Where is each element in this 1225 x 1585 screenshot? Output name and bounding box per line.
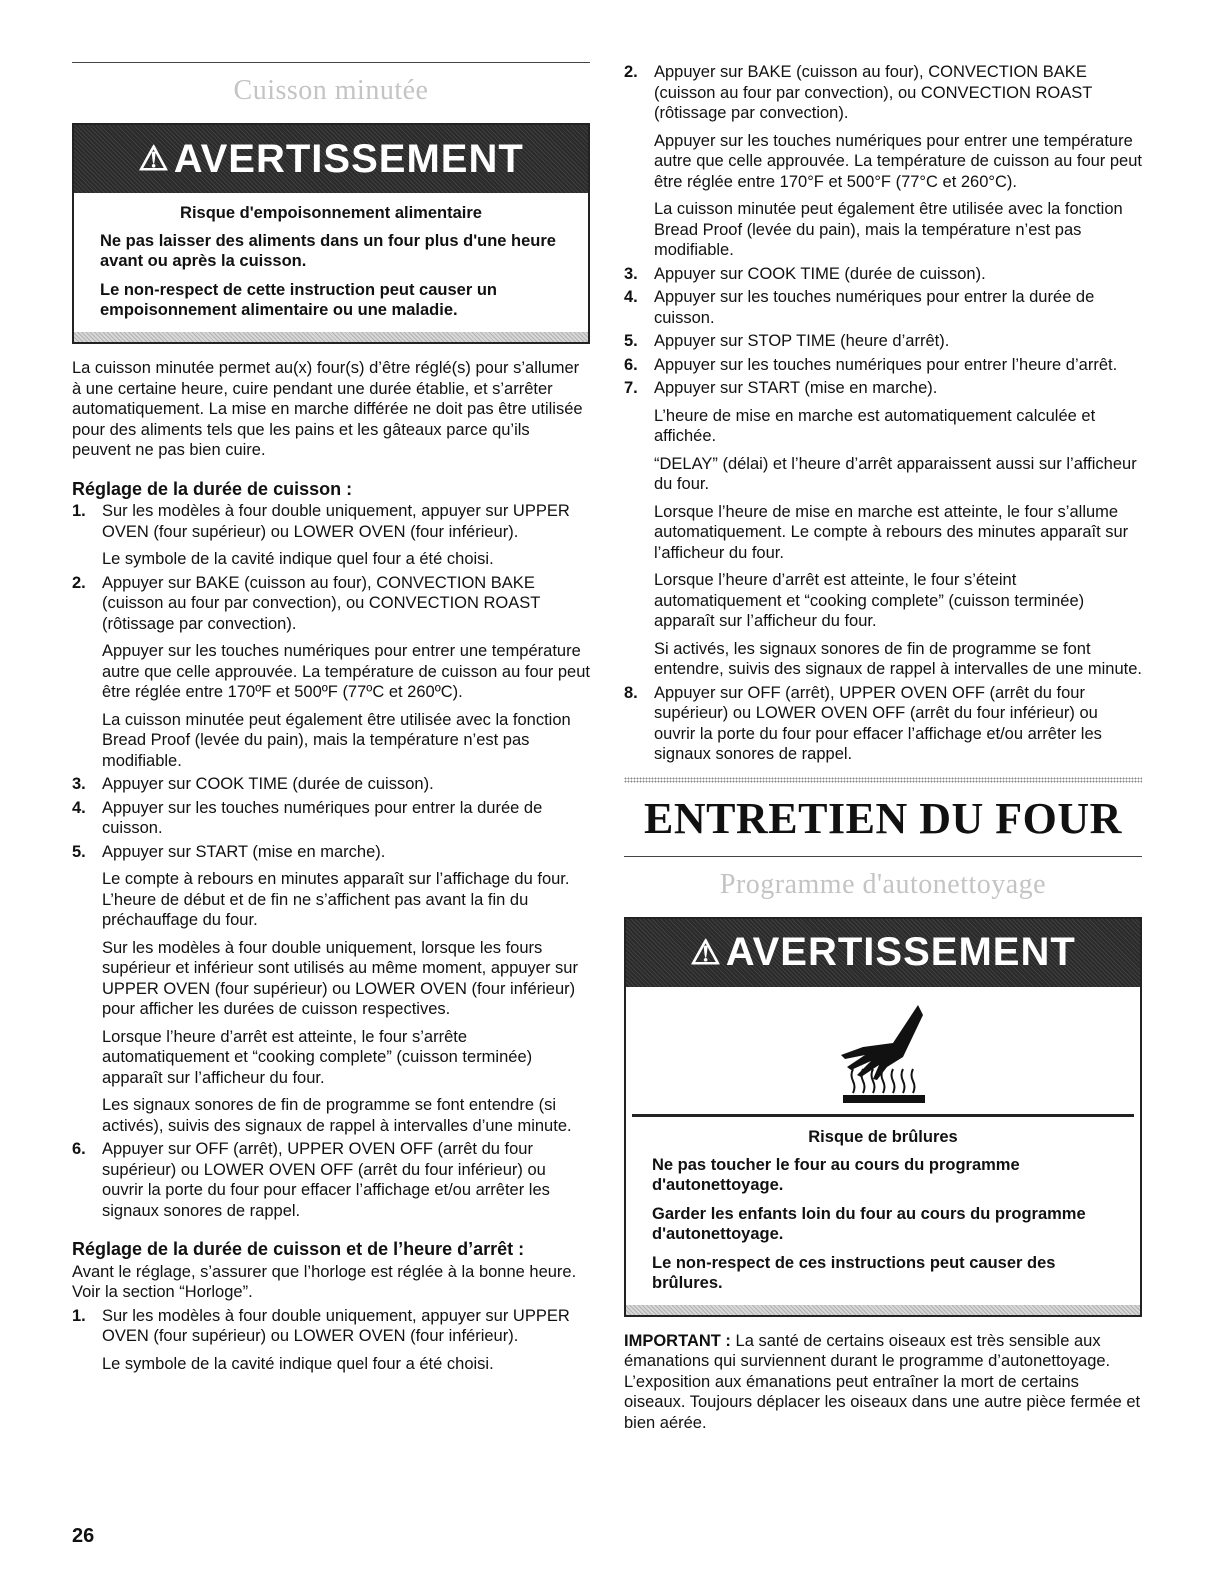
dotted-separator [624, 777, 1142, 783]
step-item [72, 501, 590, 570]
step-text: Appuyer sur START (mise en marche). [102, 842, 386, 861]
step-note: Lorsque l’heure de mise en marche est atteinte, le four s’allume automatiquement. Le compte à rebours des minutes apparaît sur l’afficheur du four. [654, 502, 1129, 562]
warning-footer-band [74, 332, 588, 342]
step-note: Le compte à rebours en minutes apparaît sur l’affichage du four. L’heure de début et de fin ne s’affichent pas avant la fin du préchauffage du four. [102, 870, 570, 929]
step-text: Appuyer sur COOK TIME (durée de cuisson). [102, 775, 434, 793]
step-item [72, 1306, 590, 1375]
step-text: Appuyer sur BAKE (cuisson au four), CONVECTION BAKE (cuisson au four par convection), ou CONVECTION ROAST (rôtissage par convection). [654, 63, 1093, 122]
heading-cook-stop-time: Réglage de la durée de cuisson et de l’heure d’arrêt : [72, 1239, 525, 1259]
warning-header-label: AVERTISSEMENT [173, 136, 524, 181]
step-item [72, 798, 590, 839]
heading-cook-time: Réglage de la durée de cuisson : [72, 478, 353, 499]
warning-line: Le non-respect de ces instructions peut causer des brûlures. [652, 1253, 1056, 1292]
step-note: Le symbole de la cavité indique quel four a été choisi. [102, 1354, 494, 1373]
section-title-cuisson-minutee: Cuisson minutée [233, 75, 429, 106]
steps-list-stop-time-continued [624, 62, 1142, 765]
step-text: Appuyer sur STOP TIME (heure d’arrêt). [654, 332, 950, 350]
step-text: Appuyer sur les touches numériques pour entrer l’heure d’arrêt. [654, 355, 1118, 374]
step-item [624, 331, 1142, 352]
step-text: Appuyer sur OFF (arrêt), UPPER OVEN OFF (arrêt du four supérieur) ou LOWER OVEN OFF (arrêt du four inférieur) ou ouvrir la porte du four pour effacer l’affichage et/ou arrêter les signaux sonores de rappel. [654, 683, 1102, 763]
warning-header [626, 919, 1140, 987]
step-note: Appuyer sur les touches numériques pour entrer une température autre que celle approuvée. La température de cuisson au four peut être réglée entre 170ºF et 500ºF (77ºC et 260ºC). [102, 642, 590, 701]
step-note: L’heure de mise en marche est automatiquement calculée et affichée. [654, 406, 1096, 445]
warning-body [626, 1117, 1140, 1305]
step-item [72, 774, 590, 795]
warning-line: Le non-respect de cette instruction peut causer un empoisonnement alimentaire ou une maladie. [100, 281, 497, 319]
steps-list-cook-time [72, 501, 590, 1221]
step-item [624, 264, 1142, 285]
warning-line: Ne pas laisser des aliments dans un four plus d'une heure avant ou après la cuisson. [100, 232, 556, 270]
step-note: Si activés, les signaux sonores de fin de programme se font entendre, suivis des signaux de rappel à intervalles de une minute. [654, 639, 1142, 678]
top-rule [72, 62, 590, 63]
step-number: 2. [72, 573, 86, 592]
step-number: 4. [72, 798, 86, 817]
step-note: La cuisson minutée peut également être utilisée avec la fonction Bread Proof (levée du pain), mais la température n’est pas modifiable. [654, 200, 1123, 259]
left-column [72, 62, 590, 1377]
paragraph-clock-note: Avant le réglage, s’assurer que l’horloge est réglée à la bonne heure. Voir la section “Horloge”. [72, 1262, 577, 1301]
step-text: Appuyer sur les touches numériques pour entrer la durée de cuisson. [102, 798, 543, 837]
step-item [72, 573, 590, 772]
step-number: 1. [72, 1306, 86, 1325]
step-text: Appuyer sur les touches numériques pour entrer la durée de cuisson. [654, 288, 1095, 327]
step-text: Appuyer sur BAKE (cuisson au four), CONVECTION BAKE (cuisson au four par convection), ou CONVECTION ROAST (rôtissage par convection). [102, 573, 541, 633]
step-number: 5. [624, 332, 638, 350]
step-number: 3. [624, 264, 638, 283]
step-note: Lorsque l’heure d’arrêt est atteinte, le four s’éteint automatiquement et “cooking complete” (cuisson terminée) apparaît sur l’afficheur du four. [654, 571, 1085, 630]
step-text: Sur les modèles à four double uniquement, appuyer sur UPPER OVEN (four supérieur) ou LOWER OVEN (four inférieur). [102, 1306, 570, 1345]
hot-surface-hand-icon [632, 987, 1134, 1117]
step-note: Les signaux sonores de fin de programme se font entendre (si activés), suivis des signaux de rappel à intervalles d’une minute. [102, 1096, 572, 1135]
step-note: Lorsque l’heure d’arrêt est atteinte, le four s’arrête automatiquement et “cooking complete” (cuisson terminée) apparaît sur l’afficheur du four. [102, 1027, 533, 1087]
warning-header-label: AVERTISSEMENT [725, 930, 1076, 974]
important-label: IMPORTANT : [624, 1331, 731, 1350]
step-note: “DELAY” (délai) et l’heure d’arrêt apparaissent aussi sur l’afficheur du four. [654, 454, 1137, 493]
step-text: Sur les modèles à four double uniquement, appuyer sur UPPER OVEN (four supérieur) ou LOWER OVEN (four inférieur). [102, 502, 570, 541]
step-note: Sur les modèles à four double uniquement, lorsque les fours supérieur et inférieur sont utilisés au même moment, appuyer sur UPPER OVEN (four supérieur) ou LOWER OVEN (four inférieur) pour afficher les durées de cuisson respectives. [102, 938, 578, 1018]
warning-header [74, 125, 588, 193]
chapter-rule [624, 856, 1142, 857]
step-number: 6. [624, 355, 638, 374]
step-text: Appuyer sur START (mise en marche). [654, 379, 938, 397]
step-note: La cuisson minutée peut également être utilisée avec la fonction Bread Proof (levée du pain), mais la température n’est pas modifiable. [102, 710, 571, 770]
step-item [72, 842, 590, 1137]
important-text: La santé de certains oiseaux est très sensible aux émanations qui surviennent durant le programme d’autonettoyage. L’exposition aux émanations peut entraîner la mort de certains oiseaux. Toujours déplacer les oiseaux dans une autre pièce fermée et bien aérée. [624, 1331, 1141, 1432]
step-number: 2. [624, 63, 638, 81]
step-text: Appuyer sur COOK TIME (durée de cuisson). [654, 264, 986, 283]
step-item [624, 355, 1142, 376]
step-note: Appuyer sur les touches numériques pour entrer une température autre que celle approuvée. La température de cuisson au four peut être réglée entre 170°F et 500°F (77°C et 260°C). [654, 131, 1142, 191]
step-item [624, 287, 1142, 328]
warning-triangle-icon: ⚠ [690, 933, 722, 972]
steps-list-stop-time [72, 1306, 590, 1375]
step-number: 3. [72, 775, 86, 793]
step-item [624, 62, 1142, 261]
step-text: Appuyer sur OFF (arrêt), UPPER OVEN OFF (arrêt du four supérieur) ou LOWER OVEN OFF (arrêt du four inférieur) ou ouvrir la porte du four pour effacer l’affichage et/ou arrêter les signaux sonores de rappel. [102, 1140, 550, 1220]
warning-title: Risque de brûlures [808, 1127, 958, 1146]
warning-triangle-icon: ⚠ [138, 140, 170, 178]
warning-line: Garder les enfants loin du four au cours du programme d'autonettoyage. [652, 1204, 1086, 1243]
page-number: 26 [72, 1525, 95, 1547]
section-title-autonettoyage: Programme d'autonettoyage [719, 868, 1047, 900]
warning-line: Ne pas toucher le four au cours du programme d'autonettoyage. [652, 1155, 1020, 1194]
chapter-title: ENTRETIEN DU FOUR [644, 793, 1122, 843]
warning-footer-band [626, 1305, 1140, 1315]
step-number: 8. [624, 683, 638, 702]
hot-surface-hand-icon [823, 995, 943, 1105]
intro-paragraph: La cuisson minutée permet au(x) four(s) d’être réglé(s) pour s’allumer à une certaine heure, cuire pendant une durée établie, et s’arrêter automatiquement. La mise en marche différée ne doit pas être utilisée pour des aliments tels que les pains et les gâteaux parce qu’ils peuvent ne pas bien cuire. [72, 359, 583, 459]
important-note [624, 1331, 1142, 1434]
right-column [624, 62, 1142, 1433]
warning-title: Risque d'empoisonnement alimentaire [180, 204, 482, 222]
step-item [624, 378, 1142, 680]
step-number: 6. [72, 1140, 86, 1158]
step-note: Le symbole de la cavité indique quel four a été choisi. [102, 550, 494, 568]
warning-box-food-poisoning [72, 123, 590, 344]
step-item [72, 1139, 590, 1221]
warning-box-burns [624, 917, 1142, 1317]
warning-body [74, 193, 588, 332]
step-number: 5. [72, 842, 86, 861]
step-item [624, 683, 1142, 765]
step-number: 1. [72, 502, 86, 520]
step-number: 7. [624, 379, 638, 397]
step-number: 4. [624, 288, 638, 306]
